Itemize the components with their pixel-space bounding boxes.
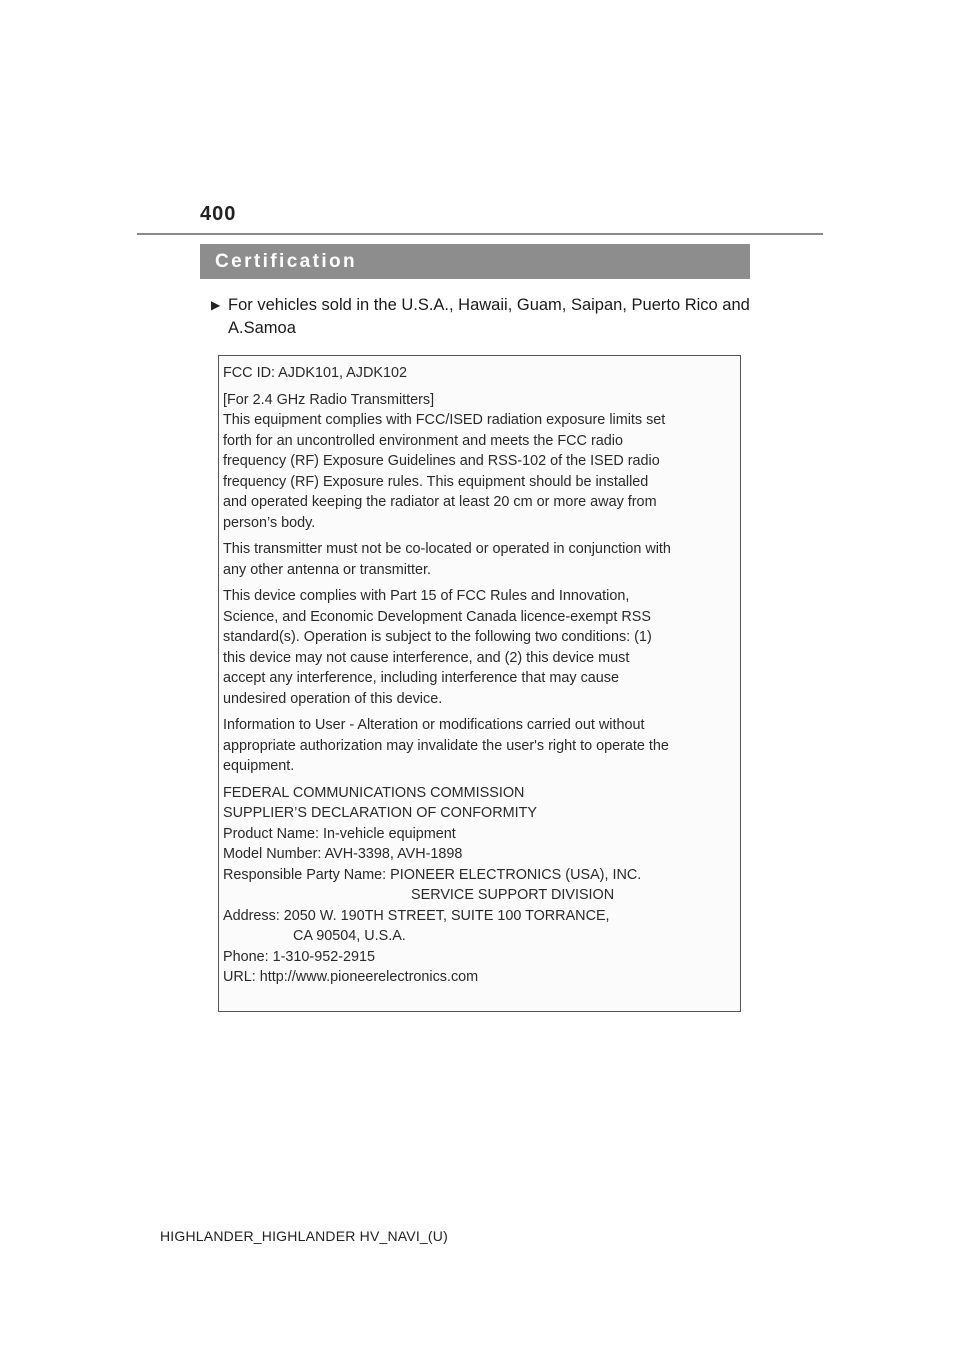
cert-line: forth for an uncontrolled environment and meets the FCC radio <box>223 432 623 449</box>
cert-line: person’s body. <box>223 514 316 531</box>
cert-line: frequency (RF) Exposure rules. This equipment should be installed <box>223 473 649 490</box>
declaration-line: Model Number: AVH-3398, AVH-1898 <box>223 846 463 862</box>
cert-line: This transmitter must not be co-located or operated in conjunction with <box>223 541 671 557</box>
declaration-line: FEDERAL COMMUNICATIONS COMMISSION <box>223 784 525 801</box>
declaration-line: Responsible Party Name: PIONEER ELECTRONICS (USA), INC. <box>223 866 642 883</box>
cert-line: standard(s). Operation is subject to the following two conditions: (1) <box>223 629 652 645</box>
declaration-line: Product Name: In-vehicle equipment <box>223 825 456 842</box>
section-header <box>200 244 750 279</box>
bullet-item <box>211 294 751 340</box>
declaration-line: SUPPLIER’S DECLARATION OF CONFORMITY <box>223 805 537 821</box>
certification-label-image <box>218 355 741 1012</box>
section-title: Certification <box>215 250 358 272</box>
cert-line: this device may not cause interference, and (2) this device must <box>223 649 630 666</box>
user-information-paragraph <box>223 715 734 777</box>
cert-line: accept any interference, including interference that may cause <box>223 670 619 686</box>
footer-model-code: HIGHLANDER_HIGHLANDER HV_NAVI_(U) <box>160 1228 448 1244</box>
header-rule <box>137 233 823 235</box>
cert-line: undesired operation of this device. <box>223 690 443 707</box>
cert-line: This device complies with Part 15 of FCC Rules and Innovation, <box>223 588 630 604</box>
cert-line: frequency (RF) Exposure Guidelines and RSS-102 of the ISED radio <box>223 453 660 469</box>
declaration-line: CA 90504, U.S.A. <box>293 928 406 944</box>
cert-line: FCC ID: AJDK101, AJDK102 <box>223 365 407 381</box>
declaration-line: URL: http://www.pioneerelectronics.com <box>223 969 479 985</box>
radio-transmitter-paragraph <box>223 390 734 534</box>
bullet-text: For vehicles sold in the U.S.A., Hawaii, Guam, Saipan, Puerto Rico and A.Samoa <box>228 296 750 337</box>
cert-line: Information to User - Alteration or modifications carried out without <box>223 717 645 733</box>
declaration-line: SERVICE SUPPORT DIVISION <box>411 887 615 903</box>
cert-line: any other antenna or transmitter. <box>223 561 431 578</box>
cert-line: equipment. <box>223 758 295 774</box>
cert-line: [For 2.4 GHz Radio Transmitters] <box>223 391 435 408</box>
part15-paragraph <box>223 586 734 709</box>
fcc-id-paragraph <box>223 363 734 384</box>
declaration-line: Address: 2050 W. 190TH STREET, SUITE 100 TORRANCE, <box>223 907 610 924</box>
cert-line: and operated keeping the radiator at least 20 cm or more away from <box>223 494 657 510</box>
cert-line: appropriate authorization may invalidate the user's right to operate the <box>223 737 669 754</box>
declaration-line: Phone: 1-310-952-2915 <box>223 948 376 965</box>
cert-line: Science, and Economic Development Canada licence-exempt RSS <box>223 608 651 625</box>
triangle-right-icon: ▶ <box>211 298 221 312</box>
cert-line: This equipment complies with FCC/ISED radiation exposure limits set <box>223 412 666 428</box>
declaration-of-conformity <box>223 783 734 988</box>
co-location-paragraph <box>223 539 734 580</box>
page-number: 400 <box>200 203 237 225</box>
